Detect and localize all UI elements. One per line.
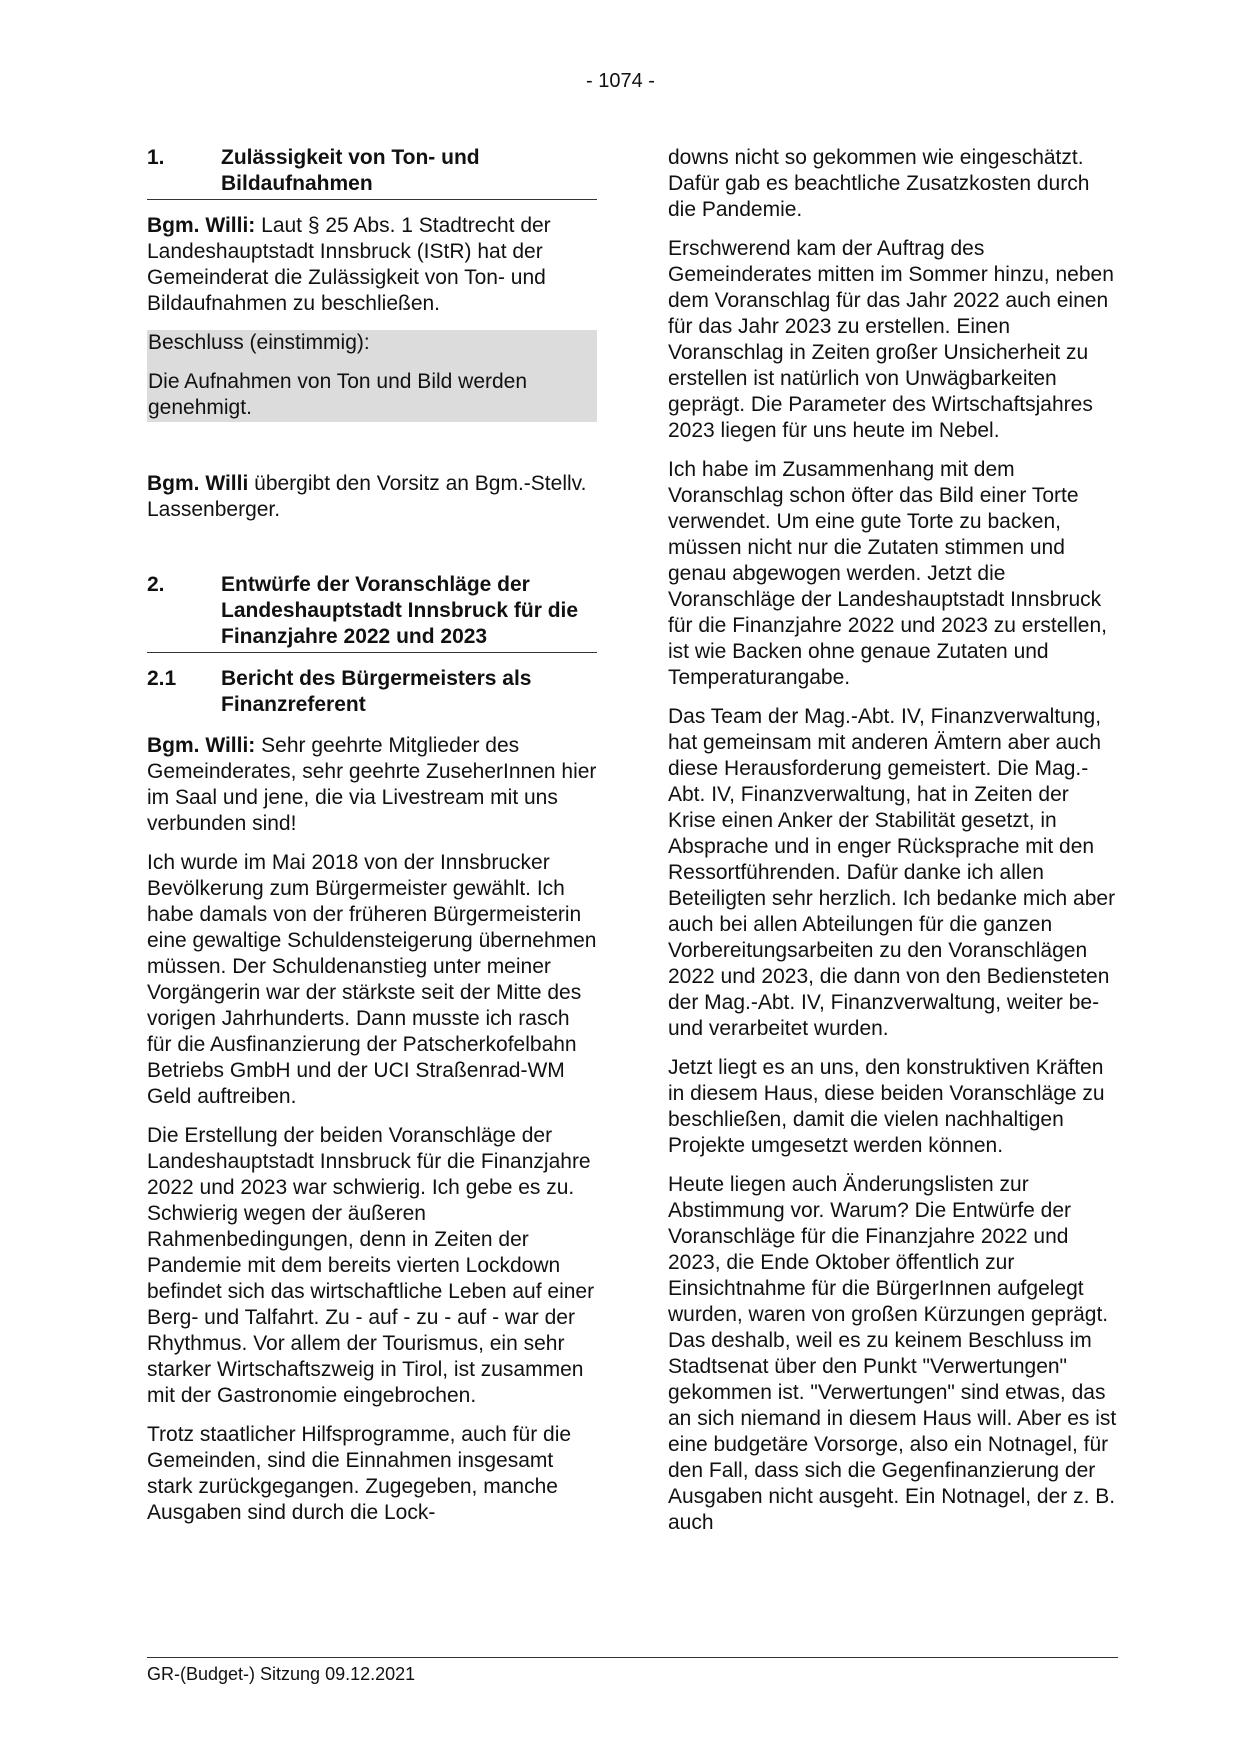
speaker: Bgm. Willi:	[147, 734, 256, 757]
paragraph-text: übergibt den Vorsitz an Bgm.-Stellv. Lassenberger.	[147, 472, 587, 521]
paragraph	[147, 213, 597, 317]
section-number: 2.1	[147, 667, 177, 690]
section-heading-1	[147, 145, 597, 200]
speaker: Bgm. Willi:	[147, 214, 256, 237]
paragraph: Ich wurde im Mai 2018 von der Innsbrucker Bevölkerung zum Bürgermeister gewählt. Ich habe damals von der früheren Bürgermeisterin eine gewaltige Schuldensteigerung übernehmen müssen. Der Schuldenanstieg unter meiner Vorgängerin war der stärkste seit der Mitte des vorigen Jahrhunderts. Dann musste ich rasch für die Ausfinanzierung der Patscherkofelbahn Betriebs GmbH und der UCI Straßenrad-WM Geld auftreiben.	[147, 851, 597, 1108]
decision-label: Beschluss (einstimmig):	[148, 331, 370, 354]
decision-text: Die Aufnahmen von Ton und Bild werden genehmigt.	[148, 370, 528, 419]
paragraph-text: Sehr geehrte Mitglieder des Gemeinderates, sehr geehrte ZuseherInnen hier im Saal und jene, die via Livestream mit uns verbunden sind!	[147, 734, 597, 835]
paragraph: Die Erstellung der beiden Voranschläge der Landeshauptstadt Innsbruck für die Finanzjahre 2022 und 2023 war schwierig. Ich gebe es zu. Schwierig wegen der äußeren Rahmenbedingungen, denn in Zeiten der Pandemie mit dem bereits vierten Lockdown befindet sich das wirtschaftliche Leben auf einer Berg- und Talfahrt. Zu - auf - zu - auf - war der Rhythmus. Vor allem der Tourismus, ein sehr starker Wirtschaftszweig in Tirol, ist zusammen mit der Gastronomie eingebrochen.	[147, 1124, 595, 1407]
paragraph	[147, 733, 597, 837]
paragraph: Das Team der Mag.-Abt. IV, Finanzverwaltung, hat gemeinsam mit anderen Ämtern aber auch diese Herausforderung gemeistert. Die Mag.-Abt. IV, Finanzverwaltung, hat in Zeiten der Krise einen Anker der Stabilität gesetzt, in Absprache und in enger Rücksprache mit den Ressortführenden. Dafür danke ich allen Beteiligten sehr herzlich. Ich bedanke mich aber auch bei allen Abteilungen für die ganzen Vorbereitungsarbeiten zu den Voranschlägen 2022 und 2023, die dann von den Bediensteten der Mag.-Abt. IV, Finanzverwaltung, weiter be- und verarbeitet wurden.	[668, 705, 1116, 1040]
section-number: 2.	[147, 573, 165, 596]
paragraph: Jetzt liegt es an uns, den konstruktiven Kräften in diesem Haus, diese beiden Voranschläge zu beschließen, damit die vielen nachhaltigen Projekte umgesetzt werden können.	[668, 1056, 1105, 1157]
paragraph: Heute liegen auch Änderungslisten zur Abstimmung vor. Warum? Die Entwürfe der Voranschläge für die Finanzjahre 2022 und 2023, die Ende Oktober öffentlich zur Einsichtnahme für die BürgerInnen aufgelegt wurden, waren von großen Kürzungen geprägt. Das deshalb, weil es zu keinem Beschluss im Stadtsenat über den Punkt "Verwertungen" gekommen ist. "Verwertungen" sind etwas, das an sich niemand in diesem Haus will. Aber es ist eine budgetäre Vorsorge, also ein Notnagel, für den Fall, dass sich die Gegenfinanzierung der Ausgaben nicht ausgeht. Ein Notnagel, der z. B. auch	[668, 1173, 1117, 1534]
right-column	[668, 145, 1118, 1549]
paragraph: Ich habe im Zusammenhang mit dem Voranschlag schon öfter das Bild einer Torte verwendet. Um eine gute Torte zu backen, müssen nicht nur die Zutaten stimmen und genau abgewogen werden. Jetzt die Voranschläge der Landeshauptstadt Innsbruck für die Finanzjahre 2022 und 2023 zu erstellen, ist wie Backen ohne genaue Zutaten und Temperaturangabe.	[668, 458, 1107, 689]
section-title: Bericht des Bürgermeisters als Finanzreferent	[221, 667, 532, 716]
page-number: - 1074 -	[586, 70, 655, 92]
left-column	[147, 145, 597, 1539]
section-title: Entwürfe der Voranschläge der Landeshauptstadt Innsbruck für die Finanzjahre 2022 und 2023	[221, 573, 579, 648]
paragraph	[147, 471, 597, 523]
section-heading-2-1	[147, 666, 597, 720]
paragraph: Trotz staatlicher Hilfsprogramme, auch für die Gemeinden, sind die Einnahmen insgesamt stark zurückgegangen. Zugegeben, manche Ausgaben sind durch die Lock-	[147, 1423, 572, 1524]
paragraph: Erschwerend kam der Auftrag des Gemeinderates mitten im Sommer hinzu, neben dem Voranschlag für das Jahr 2022 auch einen für das Jahr 2023 zu erstellen. Einen Voranschlag in Zeiten großer Unsicherheit zu erstellen ist natürlich von Unwägbarkeiten geprägt. Die Parameter des Wirtschaftsjahres 2023 liegen für uns heute im Nebel.	[668, 237, 1114, 442]
section-number: 1.	[147, 146, 165, 169]
speaker: Bgm. Willi	[147, 472, 249, 495]
page-footer: GR-(Budget-) Sitzung 09.12.2021	[147, 1657, 1118, 1685]
decision-box	[147, 330, 597, 422]
paragraph-text: Laut § 25 Abs. 1 Stadtrecht der Landeshauptstadt Innsbruck (IStR) hat der Gemeinderat die Zulässigkeit von Ton- und Bildaufnahmen zu beschließen.	[147, 214, 551, 315]
section-heading-2	[147, 572, 597, 653]
section-title: Zulässigkeit von Ton- und Bildaufnahmen	[221, 146, 480, 195]
paragraph: downs nicht so gekommen wie eingeschätzt. Dafür gab es beachtliche Zusatzkosten durch die Pandemie.	[668, 146, 1090, 221]
